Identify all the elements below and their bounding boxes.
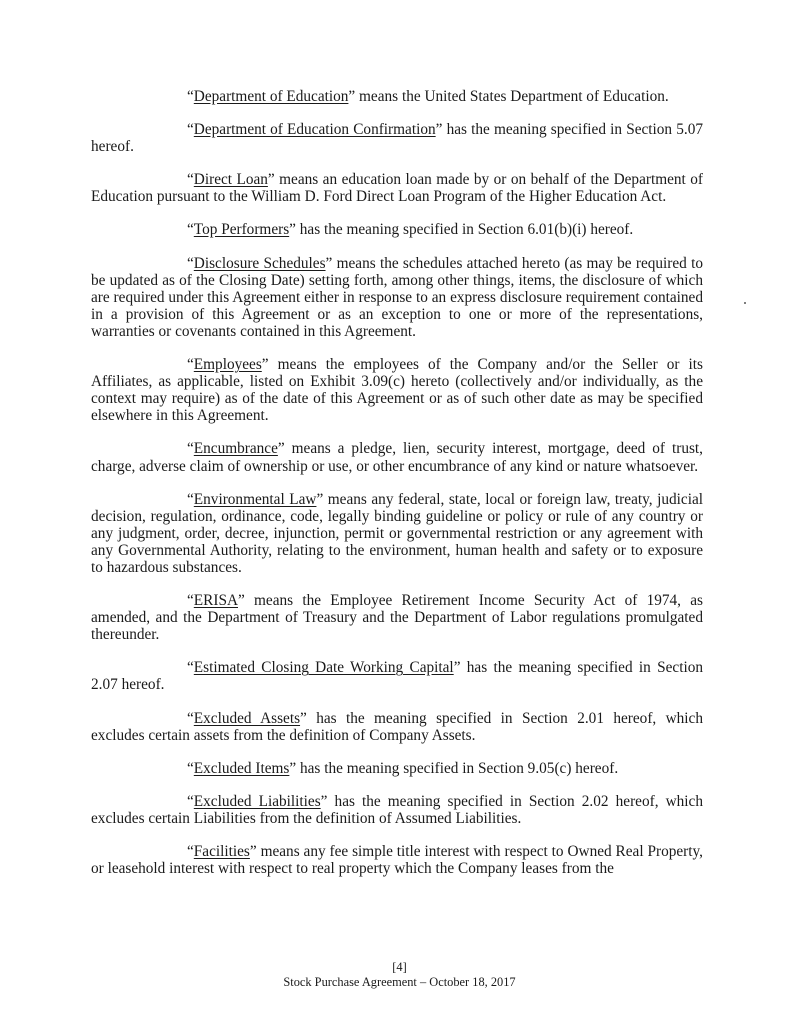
defined-term: Direct Loan — [193, 171, 268, 189]
defined-term: Employees — [193, 356, 262, 374]
definition-text: ” has the meaning specified in Section 2.01 hereof, which excludes certain assets from the definition of Company Assets. — [91, 709, 703, 744]
page-number: [4] — [392, 960, 407, 974]
definitions-section — [91, 88, 703, 893]
definition-text: ” means any fee simple title interest with respect to Owned Real Property, or leasehold interest with respect to real property which the Company leases from the — [91, 843, 703, 878]
defined-term: ERISA — [193, 592, 238, 610]
definition-text: ” has the meaning specified in Section 2.07 hereof. — [91, 659, 703, 694]
defined-term: Encumbrance — [193, 440, 278, 458]
defined-term: Department of Education — [193, 88, 349, 105]
definition-text: ” means the employees of the Company and/or the Seller or its Affiliates, as applicable, listed on Exhibit 3.09(c) hereto (collectively and/or individually, as the context may require) as of the date of this Agreement or as of such other date as may be specified elsewhere in this Agreement. — [91, 356, 703, 425]
scan-speck — [744, 302, 746, 304]
definition-text: ” means any federal, state, local or foreign law, treaty, judicial decision, regulation, ordinance, code, legally binding guideline or policy or rule of any country or any judgment, order, decree, injunction, permit or governmental restriction or any agreement with any Governmental Authority, relating to the environment, human health and safety or to exposure to hazardous substances. — [91, 490, 704, 576]
defined-term: Excluded Items — [193, 759, 290, 777]
defined-term: Department of Education Confirmation — [193, 121, 436, 139]
definition-excluded-assets: “Excluded Assets” has the meaning specified in Section 2.01 hereof, which excludes certain assets from the definition of Company Assets. — [91, 709, 703, 744]
defined-term: Estimated Closing Date Working Capital — [193, 659, 454, 677]
definition-text: ” means the Employee Retirement Income Security Act of 1974, as amended, and the Department of Treasury and the Department of Labor regulations promulgated thereunder. — [91, 592, 703, 644]
definition-text: ” means the schedules attached hereto (as may be required to be updated as of the Closing Date) setting forth, among other things, items, the disclosure of which are required under this Agreement either in response to an express disclosure requirement contained in a provision of this Agreement or as an exception to one or more of the representations, warranties or covenants contained in this Agreement. — [91, 254, 703, 340]
defined-term: Excluded Assets — [193, 709, 301, 727]
definition-top-performers: “Top Performers” has the meaning specified in Section 6.01(b)(i) hereof. — [187, 221, 634, 239]
definition-disclosure-schedules: “Disclosure Schedules” means the schedules attached hereto (as may be required to be updated as of the Closing Date) setting forth, among other things, items, the disclosure of which are required under this Agreement either in response to an express disclosure requirement contained in a provision of this Agreement or as an exception to one or more of the representations, warranties or covenants contained in this Agreement. — [91, 254, 703, 340]
definition-excluded-items: “Excluded Items” has the meaning specified in Section 9.05(c) hereof. — [187, 759, 619, 777]
definition-facilities: “Facilities” means any fee simple title interest with respect to Owned Real Property, or leasehold interest with respect to real property which the Company leases from the — [91, 843, 703, 878]
definition-estimated-closing-date-working-capital: “Estimated Closing Date Working Capital” has the meaning specified in Section 2.07 hereof. — [91, 659, 703, 694]
definition-text: ” means the United States Department of Education. — [348, 88, 669, 105]
definition-encumbrance: “Encumbrance” means a pledge, lien, security interest, mortgage, deed of trust, charge, adverse claim of ownership or use, or other encumbrance of any kind or nature whatsoever. — [91, 440, 703, 475]
footer-title: Stock Purchase Agreement – October 18, 2017 — [283, 975, 516, 989]
definition-text: ” has the meaning specified in Section 6.01(b)(i) hereof. — [289, 221, 634, 239]
defined-term: Disclosure Schedules — [193, 254, 326, 272]
definition-employees: “Employees” means the employees of the Company and/or the Seller or its Affiliates, as applicable, listed on Exhibit 3.09(c) hereto (collectively and/or individually, as the context may require) as of the date of this Agreement or as of such other date as may be specified elsewhere in this Agreement. — [91, 356, 703, 425]
definition-erisa: “ERISA” means the Employee Retirement Income Security Act of 1974, as amended, and the Department of Treasury and the Department of Labor regulations promulgated thereunder. — [91, 592, 703, 644]
definition-text: ” means an education loan made by or on behalf of the Department of Education pursuant to the William D. Ford Direct Loan Program of the Higher Education Act. — [91, 171, 703, 206]
definition-environmental-law: “Environmental Law” means any federal, state, local or foreign law, treaty, judicial decision, regulation, ordinance, code, legally binding guideline or policy or rule of any country or any judgment, order, decree, injunction, permit or governmental restriction or any agreement with any Governmental Authority, relating to the environment, human health and safety or to exposure to hazardous substances. — [91, 490, 704, 576]
definition-text: ” has the meaning specified in Section 9.05(c) hereof. — [289, 759, 619, 777]
definition-excluded-liabilities: “Excluded Liabilities” has the meaning specified in Section 2.02 hereof, which excludes certain Liabilities from the definition of Assumed Liabilities. — [91, 792, 703, 827]
definition-text: ” means a pledge, lien, security interest, mortgage, deed of trust, charge, adverse claim of ownership or use, or other encumbrance of any kind or nature whatsoever. — [91, 440, 703, 475]
defined-term: Environmental Law — [193, 490, 317, 508]
definition-text: ” has the meaning specified in Section 5.07 hereof. — [91, 121, 704, 156]
definition-text: ” has the meaning specified in Section 2.02 hereof, which excludes certain Liabilities from the definition of Assumed Liabilities. — [91, 792, 703, 827]
definition-department-of-education-confirmation: “Department of Education Confirmation” has the meaning specified in Section 5.07 hereof. — [91, 121, 704, 156]
definition-department-of-education: “Department of Education” means the United States Department of Education. — [187, 88, 669, 105]
defined-term: Excluded Liabilities — [193, 792, 321, 810]
definition-direct-loan: “Direct Loan” means an education loan made by or on behalf of the Department of Education pursuant to the William D. Ford Direct Loan Program of the Higher Education Act. — [91, 171, 703, 206]
defined-term: Top Performers — [193, 221, 290, 239]
defined-term: Facilities — [193, 843, 250, 860]
